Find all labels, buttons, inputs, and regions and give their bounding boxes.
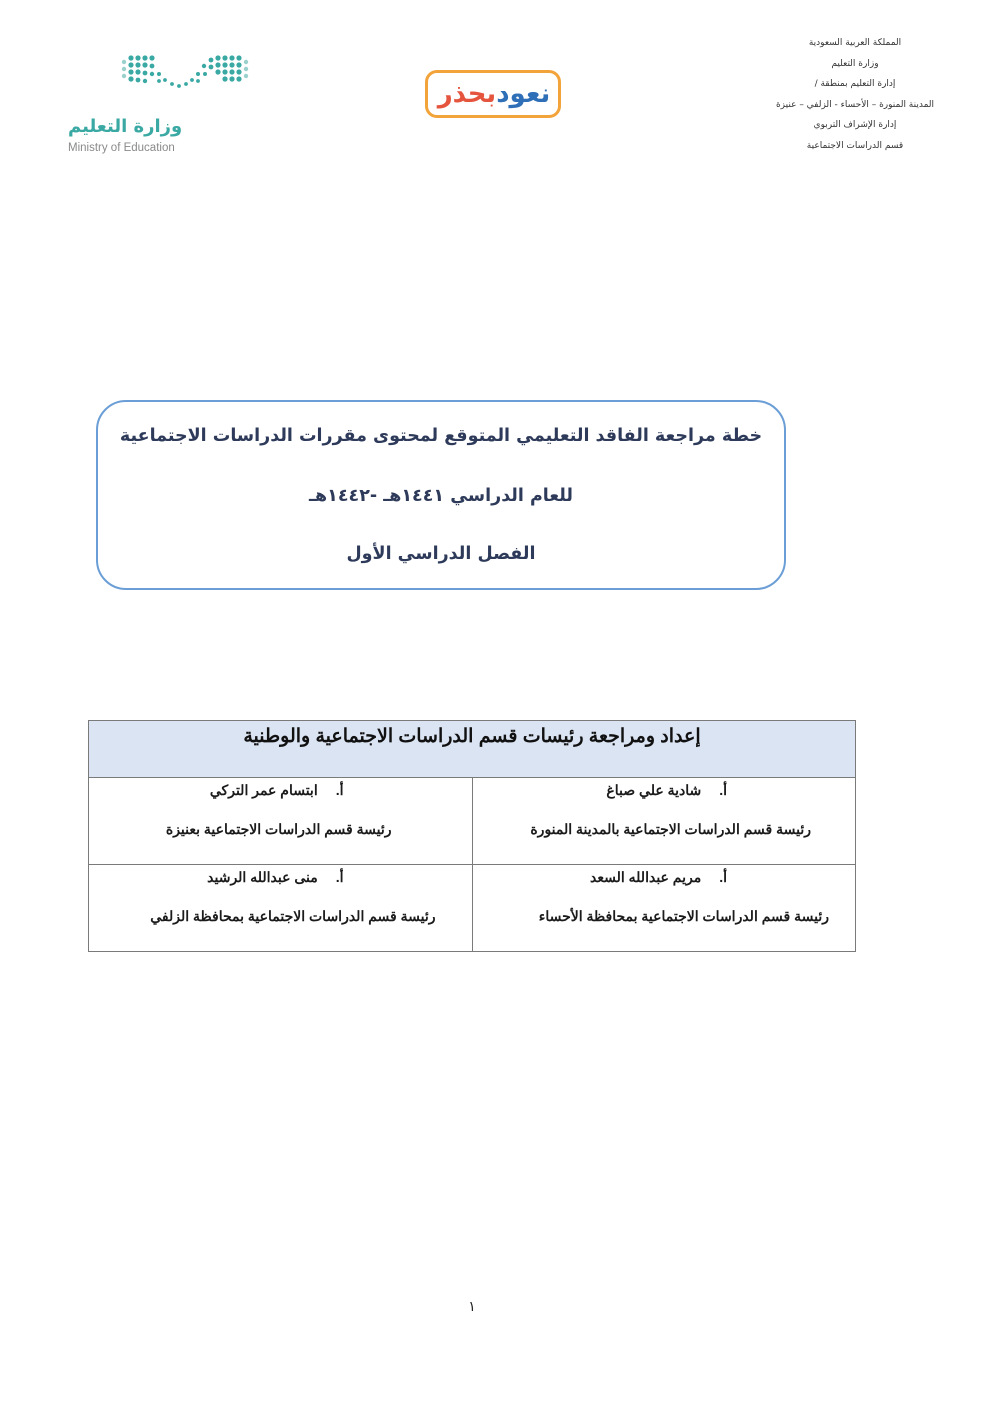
reviewer-name-line <box>89 869 472 886</box>
table-header-row <box>89 721 856 778</box>
campaign-word-1: نعود <box>496 79 551 109</box>
header-line: المدينة المنورة – الأحساء - الزلفي – عنيزة <box>775 99 935 110</box>
plan-title-box <box>96 400 786 590</box>
table-row <box>89 778 856 865</box>
reviewer-role: رئيسة قسم الدراسات الاجتماعية بمحافظة الزلفي <box>150 908 436 924</box>
ministry-header-text <box>760 33 950 156</box>
prepared-by-table <box>88 720 856 952</box>
reviewer-role: رئيسة قسم الدراسات الاجتماعية بالمدينة المنورة <box>530 821 811 837</box>
honorific: أ. <box>335 782 344 798</box>
header-line: قسم الدراسات الاجتماعية <box>806 140 904 151</box>
reviewer-cell <box>472 865 856 952</box>
prepared-by-heading: إعداد ومراجعة رئيسات قسم الدراسات الاجتماعية والوطنية <box>89 721 856 778</box>
honorific: أ. <box>719 782 727 798</box>
reviewer-name-line <box>89 782 472 799</box>
reviewer-name: شادية علي صباغ <box>606 782 702 798</box>
reviewer-cell <box>89 865 473 952</box>
reviewer-role: رئيسة قسم الدراسات الاجتماعية بعنيزة <box>165 821 392 837</box>
reviewer-name: منى عبدالله الرشيد <box>207 869 318 885</box>
reviewer-name: مريم عبدالله السعد <box>590 869 702 885</box>
reviewer-cell <box>89 778 473 865</box>
reviewer-name-line <box>473 869 856 886</box>
campaign-word-2: بحذر <box>437 79 497 109</box>
honorific: أ. <box>335 869 344 885</box>
academic-year: للعام الدراسي ١٤٤١هـ -١٤٤٢هـ <box>309 486 573 506</box>
header-line: وزارة التعليم <box>831 58 879 69</box>
ministry-logo-english: Ministry of Education <box>68 142 175 154</box>
reviewer-role: رئيسة قسم الدراسات الاجتماعية بمحافظة الأحساء <box>538 908 829 924</box>
reviewer-name: ابتسام عمر التركي <box>209 782 318 798</box>
header-line: إدارة التعليم بمنطقة / <box>814 79 896 89</box>
table-row <box>89 865 856 952</box>
ministry-logo-arabic: وزارة التعليم <box>68 116 183 137</box>
header-line: المملكة العربية السعودية <box>808 38 902 48</box>
reviewer-name-line <box>473 782 856 799</box>
reviewer-cell <box>472 778 856 865</box>
header-line: إدارة الإشراف التربوي <box>813 120 897 130</box>
campaign-logo-text <box>430 72 558 116</box>
honorific: أ. <box>719 869 727 885</box>
page-number: ١ <box>468 1299 476 1315</box>
plan-title: خطة مراجعة الفاقد التعليمي المتوقع لمحتوى مقررات الدراسات الاجتماعية <box>119 426 763 446</box>
semester: الفصل الدراسي الأول <box>346 544 536 564</box>
